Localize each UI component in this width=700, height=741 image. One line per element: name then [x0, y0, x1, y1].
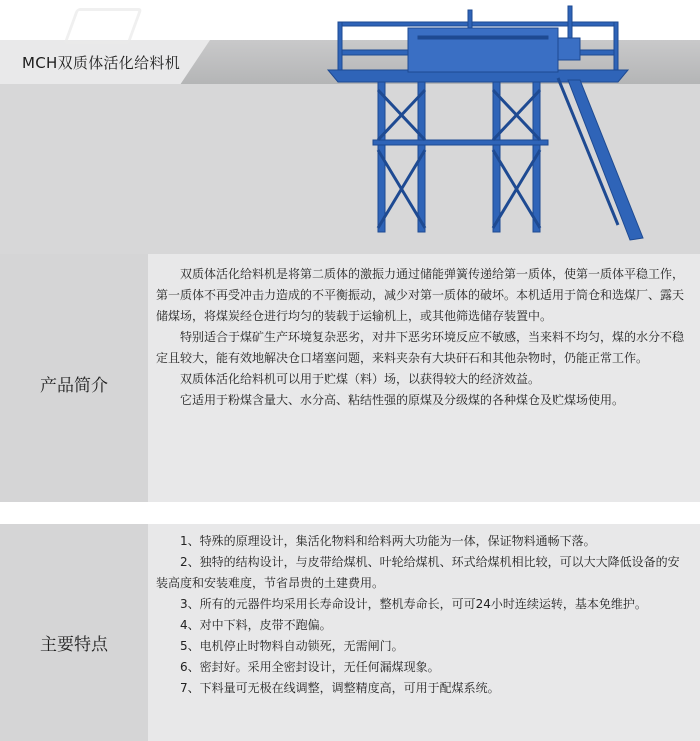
feature-item: 4、对中下料，皮带不跑偏。 [180, 618, 332, 632]
intro-paragraph: 双质体活化给料机可以用于贮煤（料）场，以获得较大的经济效益。 [180, 372, 541, 386]
feature-item: 1、特殊的原理设计，集活化物料和给料两大功能为一体，保证物料通畅下落。 [180, 534, 596, 548]
feature-item: 7、下料量可无极在线调整，调整精度高，可用于配煤系统。 [180, 681, 500, 695]
watermark-logo [63, 8, 142, 44]
intro-text [156, 264, 684, 411]
intro-paragraph: 特别适合于煤矿生产环境复杂恶劣，对井下恶劣环境反应不敏感，当来料不均匀，煤的水分不稳定且较大，能有效地解决仓口堵塞问题，来料夹杂有大块矸石和其他杂物时，仍能正常工作。 [156, 330, 685, 365]
feature-item: 3、所有的元器件均采用长寿命设计，整机寿命长，可可24小时连续运转，基本免维护。 [180, 597, 647, 611]
feature-item: 2、独特的结构设计，与皮带给煤机、叶轮给煤机、环式给煤机相比较，可以大大降低设备的安装高度和安装难度，节省昂贵的土建费用。 [156, 555, 680, 590]
intro-section [0, 254, 700, 502]
page-title: MCH双质体活化给料机 [22, 54, 180, 72]
feeder-machine-image [318, 0, 648, 250]
intro-paragraph: 它适用于粉煤含量大、水分高、粘结性强的原煤及分级煤的各种煤仓及贮煤场使用。 [180, 393, 625, 407]
intro-paragraph: 双质体活化给料机是将第二质体的激振力通过储能弹簧传递给第一质体，使第一质体平稳工作，第一质体不再受冲击力造成的不平衡振动，减少对第一质体的破坏。本机适用于筒仓和选煤厂、露天储煤场，将煤炭经仓进行均匀的装载于运输机上，或其他筛选储存装置中。 [156, 267, 685, 323]
features-list [156, 531, 684, 699]
features-section [0, 524, 700, 741]
feature-item: 6、密封好。采用全密封设计，无任何漏煤现象。 [180, 660, 440, 674]
intro-heading: 产品简介 [40, 376, 108, 396]
features-heading: 主要特点 [40, 635, 108, 655]
feature-item: 5、电机停止时物料自动锁死，无需闸门。 [180, 639, 404, 653]
section-divider [0, 502, 700, 524]
